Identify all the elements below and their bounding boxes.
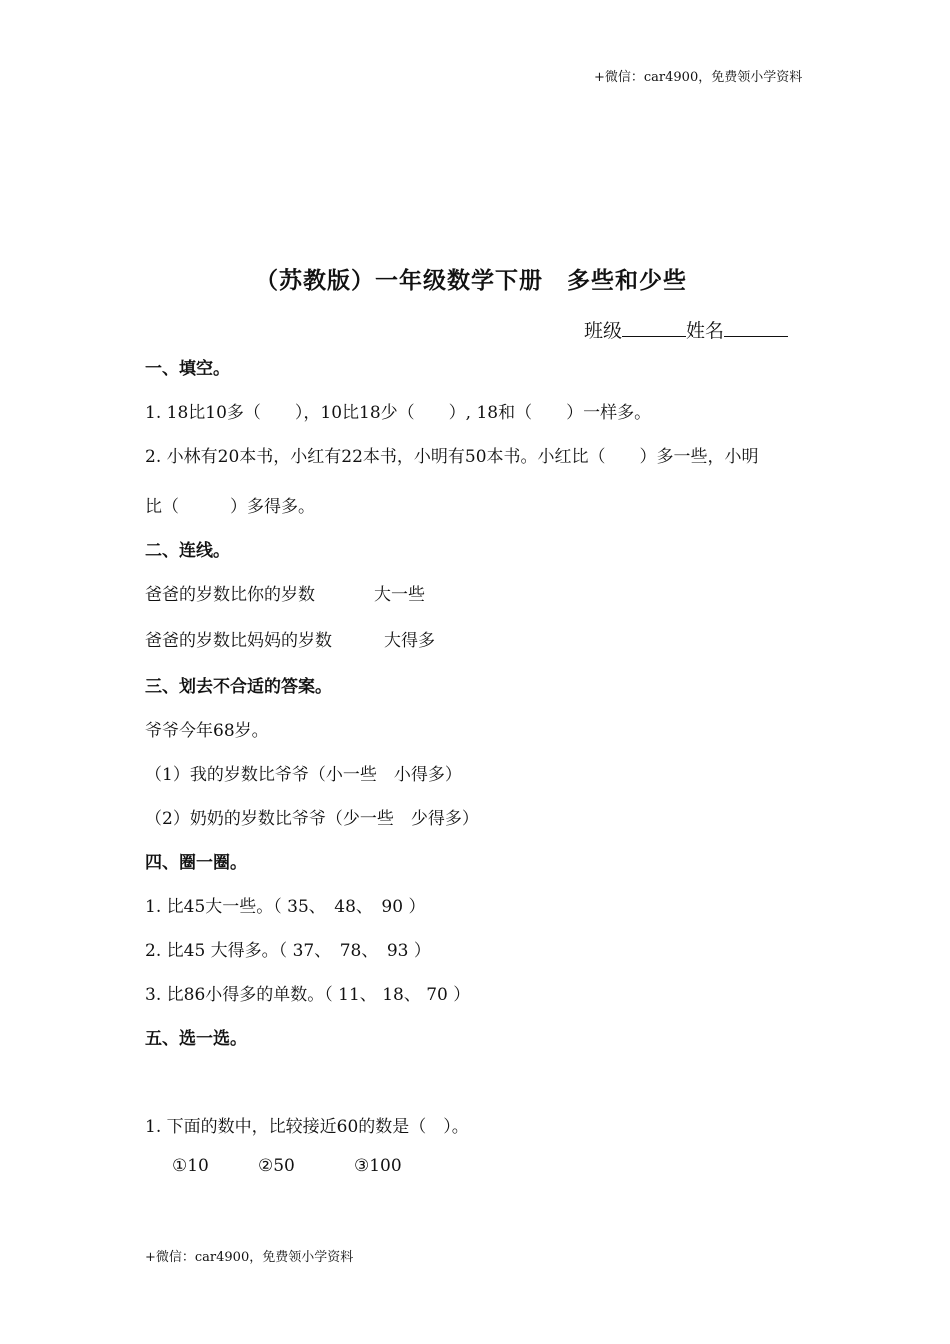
section-1-heading: 一、填空。 [145, 359, 230, 379]
s1-question-2-line-2: 比（ ）多得多。 [145, 497, 315, 517]
s1-question-2-line-1: 2. 小林有20本书，小红有22本书，小明有50本书。小红比（ ）多一些，小明 [145, 447, 759, 467]
s4-question-2: 2. 比45 大得多。（ 37、 78、 93 ） [145, 941, 431, 961]
page-title: （苏教版）一年级数学下册 多些和少些 [255, 268, 687, 294]
name-blank [724, 318, 788, 337]
s1-question-1: 1. 18比10多（ ），10比18少（ ）, 18和（ ）一样多。 [145, 403, 652, 423]
s4-question-1: 1. 比45大一些。（ 35、 48、 90 ） [145, 897, 426, 917]
section-2-heading: 二、连线。 [145, 541, 230, 561]
s5-option-1: ①10 [172, 1156, 209, 1176]
footer-note: +微信：car4900，免费领小学资料 [145, 1250, 354, 1265]
name-label: 姓名 [686, 320, 725, 342]
section-3-heading: 三、划去不合适的答案。 [145, 677, 332, 697]
class-name-line [584, 316, 788, 343]
header-note: +微信：car4900，免费领小学资料 [594, 70, 803, 85]
class-label: 班级 [584, 320, 623, 342]
s3-question-2: （2）奶奶的岁数比爷爷（少一些 少得多） [145, 809, 479, 829]
section-5-heading: 五、选一选。 [145, 1029, 247, 1049]
s5-option-3: ③100 [354, 1156, 402, 1176]
s3-question-1: （1）我的岁数比爷爷（小一些 小得多） [145, 765, 462, 785]
s5-question-1: 1. 下面的数中，比较接近60的数是（ ）。 [145, 1117, 469, 1137]
s2-right-item-1: 大一些 [374, 585, 425, 605]
s2-right-item-2: 大得多 [384, 631, 435, 651]
s4-question-3: 3. 比86小得多的单数。（ 11、 18、 70 ） [145, 985, 471, 1005]
s2-left-item-2: 爸爸的岁数比妈妈的岁数 [145, 631, 332, 651]
s3-intro: 爷爷今年68岁。 [145, 721, 269, 741]
class-blank [622, 318, 686, 337]
s5-option-2: ②50 [258, 1156, 295, 1176]
section-4-heading: 四、圈一圈。 [145, 853, 247, 873]
s2-left-item-1: 爸爸的岁数比你的岁数 [145, 585, 315, 605]
